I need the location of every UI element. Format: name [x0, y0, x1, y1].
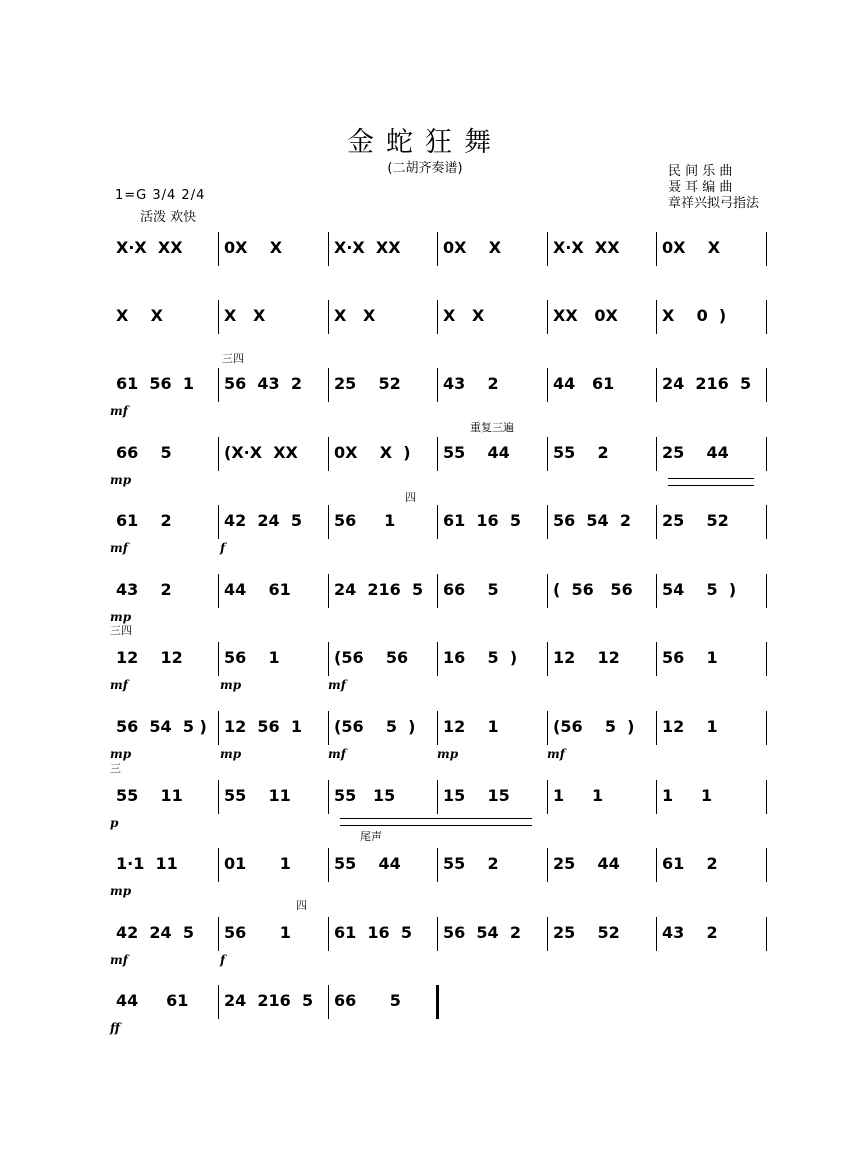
score-row — [110, 306, 770, 352]
measure-notes: 12 56 1 — [224, 717, 302, 736]
dynamic-marking: mf — [328, 747, 346, 761]
measure-notes: ( 56 56 — [553, 580, 633, 599]
measure — [334, 717, 415, 753]
measure-notes: 61 2 — [116, 511, 172, 530]
barline — [218, 505, 219, 539]
barline — [766, 437, 767, 471]
key-signature: 1=G 3/4 2/4 — [115, 188, 206, 203]
measure — [553, 923, 620, 959]
extension-line — [668, 478, 754, 486]
credit-line-1: 民 间 乐 曲 — [668, 164, 733, 179]
measure-notes: 61 16 5 — [443, 511, 521, 530]
barline — [437, 711, 438, 745]
measure — [334, 786, 395, 822]
measure-notes: (56 56 — [334, 648, 409, 667]
barline — [547, 300, 548, 334]
barline — [656, 917, 657, 951]
barline — [436, 985, 439, 1019]
measure — [553, 238, 620, 274]
page-subtitle: (二胡齐奏谱) — [387, 161, 463, 176]
measure — [443, 580, 499, 616]
score-row — [110, 624, 770, 694]
dynamic-marking: ff — [110, 1021, 120, 1035]
barline — [766, 300, 767, 334]
measure-notes: 56 1 — [224, 648, 280, 667]
barline — [218, 232, 219, 266]
score-row — [110, 717, 770, 763]
measure-notes: 12 12 — [116, 648, 183, 667]
barline — [547, 917, 548, 951]
measure-notes: 55 11 — [224, 786, 291, 805]
measure — [662, 648, 718, 684]
barline — [437, 642, 438, 676]
annotation: 三 — [110, 762, 121, 775]
measure — [553, 717, 634, 753]
measure-notes: 56 54 2 — [553, 511, 631, 530]
barline — [328, 300, 329, 334]
score-row — [110, 580, 770, 626]
dynamic-marking: mf — [110, 953, 128, 967]
barline — [656, 232, 657, 266]
barline — [218, 437, 219, 471]
measure-notes: 56 1 — [334, 511, 396, 530]
credit-line-2: 聂 耳 编 曲 — [668, 180, 733, 195]
barline — [437, 437, 438, 471]
barline — [656, 300, 657, 334]
annotation: 尾声 — [360, 830, 382, 843]
measure-notes: 44 61 — [553, 374, 615, 393]
dynamic-marking: mf — [110, 541, 128, 555]
score-row — [110, 899, 770, 969]
barline — [766, 917, 767, 951]
barline — [766, 780, 767, 814]
annotation: 四 — [296, 899, 307, 912]
measure — [116, 306, 163, 342]
barline — [547, 437, 548, 471]
measure-notes: 61 16 5 — [334, 923, 412, 942]
measure — [443, 374, 499, 410]
measure-notes: 12 1 — [443, 717, 499, 736]
measure — [662, 238, 720, 274]
measure — [443, 786, 510, 822]
barline — [218, 711, 219, 745]
measure-notes: X X — [443, 306, 485, 325]
score-row — [110, 991, 770, 1037]
score-row — [110, 352, 770, 420]
barline — [218, 848, 219, 882]
barline — [437, 917, 438, 951]
measure-notes: 55 44 — [443, 443, 510, 462]
barline — [218, 780, 219, 814]
measure-notes: 43 2 — [662, 923, 718, 942]
barline — [328, 917, 329, 951]
measure-notes: 56 54 5 ) — [116, 717, 207, 736]
measure — [224, 374, 302, 410]
dynamic-marking: mf — [110, 404, 128, 418]
measure-notes: 56 1 — [224, 923, 291, 942]
measure — [443, 511, 521, 547]
measure — [334, 374, 401, 410]
measure — [334, 580, 423, 616]
measure-notes: 25 52 — [553, 923, 620, 942]
barline — [328, 780, 329, 814]
measure — [443, 306, 484, 342]
barline — [656, 505, 657, 539]
measure — [553, 648, 620, 684]
measure — [662, 717, 718, 753]
measure-notes: X X — [224, 306, 266, 325]
dynamic-marking: mf — [547, 747, 565, 761]
barline — [547, 505, 548, 539]
barline — [218, 917, 219, 951]
measure — [443, 648, 517, 684]
measure-notes: 66 5 — [116, 443, 172, 462]
measure-notes: X·X XX — [334, 238, 401, 257]
barline — [437, 300, 438, 334]
barline — [656, 848, 657, 882]
barline — [328, 232, 329, 266]
measure — [334, 854, 401, 890]
tempo-marking: 活泼 欢快 — [140, 210, 197, 225]
measure — [334, 511, 395, 547]
measure-notes: 44 61 — [116, 991, 189, 1010]
measure-notes: 44 61 — [224, 580, 291, 599]
measure-notes: (56 5 ) — [334, 717, 416, 736]
barline — [437, 780, 438, 814]
measure-notes: 25 52 — [662, 511, 729, 530]
measure-notes: 0X X — [443, 238, 502, 257]
barline — [218, 642, 219, 676]
barline — [547, 232, 548, 266]
barline — [547, 848, 548, 882]
barline — [766, 574, 767, 608]
measure — [334, 443, 411, 479]
measure-notes: (X·X XX — [224, 443, 298, 462]
measure-notes: 61 56 1 — [116, 374, 194, 393]
barline — [328, 505, 329, 539]
measure-notes: 43 2 — [116, 580, 172, 599]
measure-notes: 66 5 — [443, 580, 499, 599]
measure — [224, 854, 291, 890]
measure-notes: 1 1 — [662, 786, 713, 805]
measure-notes: 54 5 ) — [662, 580, 737, 599]
measure — [224, 238, 282, 274]
dynamic-marking: mp — [110, 473, 132, 487]
measure — [334, 306, 375, 342]
measure-notes: 55 15 — [334, 786, 396, 805]
measure — [553, 854, 620, 890]
measure — [553, 511, 631, 547]
measure — [662, 443, 729, 479]
measure-notes: 43 2 — [443, 374, 499, 393]
measure — [224, 443, 298, 479]
dynamic-marking: mp — [220, 747, 242, 761]
measure-notes: XX 0X — [553, 306, 618, 325]
credit-line-3: 章祥兴拟弓指法 — [668, 196, 760, 211]
measure-notes: 1·1 11 — [116, 854, 178, 873]
dynamic-marking: mp — [110, 610, 132, 624]
barline — [328, 848, 329, 882]
barline — [766, 368, 767, 402]
annotation: 三四 — [110, 624, 132, 637]
measure — [443, 923, 521, 959]
barline — [218, 985, 219, 1019]
dynamic-marking: mp — [110, 747, 132, 761]
measure — [662, 511, 729, 547]
barline — [656, 642, 657, 676]
barline — [547, 711, 548, 745]
measure — [334, 238, 401, 274]
measure-notes: 25 44 — [553, 854, 620, 873]
barline — [766, 848, 767, 882]
score-row — [110, 491, 770, 557]
measure-notes: 0X X — [662, 238, 721, 257]
measure-notes: 42 24 5 — [224, 511, 302, 530]
measure-notes: 55 2 — [443, 854, 499, 873]
barline — [328, 711, 329, 745]
measure-notes: 61 2 — [662, 854, 718, 873]
measure — [116, 991, 188, 1027]
measure — [662, 306, 726, 342]
measure — [662, 374, 751, 410]
measure-notes: 55 44 — [334, 854, 401, 873]
measure-notes: 0X X — [224, 238, 283, 257]
measure — [553, 374, 614, 410]
barline — [656, 437, 657, 471]
measure — [662, 786, 712, 822]
measure — [116, 786, 183, 822]
barline — [328, 574, 329, 608]
barline — [656, 574, 657, 608]
barline — [766, 232, 767, 266]
barline — [656, 780, 657, 814]
barline — [328, 437, 329, 471]
barline — [437, 505, 438, 539]
measure-notes: 24 216 5 — [334, 580, 424, 599]
barline — [547, 642, 548, 676]
measure-notes: 01 1 — [224, 854, 291, 873]
measure — [443, 238, 501, 274]
measure-notes: 66 5 — [334, 991, 401, 1010]
measure — [224, 580, 291, 616]
dynamic-marking: mp — [110, 884, 132, 898]
score-row — [110, 830, 770, 900]
barline — [328, 368, 329, 402]
measure — [553, 786, 603, 822]
measure — [334, 991, 401, 1027]
measure-notes: 25 44 — [662, 443, 729, 462]
barline — [766, 642, 767, 676]
measure — [224, 923, 291, 959]
measure-notes: 15 15 — [443, 786, 510, 805]
measure — [443, 854, 499, 890]
measure-notes: X 0 ) — [662, 306, 727, 325]
barline — [437, 574, 438, 608]
score-row — [110, 238, 770, 284]
barline — [218, 368, 219, 402]
barline — [766, 505, 767, 539]
annotation: 重复三遍 — [470, 421, 514, 434]
barline — [547, 368, 548, 402]
barline — [766, 711, 767, 745]
dynamic-marking: mp — [437, 747, 459, 761]
barline — [437, 848, 438, 882]
measure-notes: 12 12 — [553, 648, 620, 667]
measure-notes: 55 11 — [116, 786, 183, 805]
dynamic-marking: p — [110, 816, 119, 830]
measure-notes: X·X XX — [553, 238, 620, 257]
measure-notes: 56 43 2 — [224, 374, 302, 393]
measure-notes: 25 52 — [334, 374, 401, 393]
dynamic-marking: f — [220, 541, 226, 555]
dynamic-marking: mp — [220, 678, 242, 692]
annotation: 四 — [405, 491, 416, 504]
measure — [553, 580, 633, 616]
barline — [437, 368, 438, 402]
measure — [224, 991, 313, 1027]
dynamic-marking: mf — [110, 678, 128, 692]
measure-notes: 56 54 2 — [443, 923, 521, 942]
measure — [662, 854, 718, 890]
barline — [328, 642, 329, 676]
measure-notes: X·X XX — [116, 238, 183, 257]
dynamic-marking: f — [220, 953, 226, 967]
measure — [553, 306, 618, 342]
barline — [328, 985, 329, 1019]
measure — [662, 923, 718, 959]
barline — [218, 574, 219, 608]
measure-notes: 24 216 5 — [224, 991, 314, 1010]
measure-notes: 0X X ) — [334, 443, 411, 462]
measure-notes: X X — [116, 306, 163, 325]
barline — [547, 574, 548, 608]
measure-notes: 16 5 ) — [443, 648, 518, 667]
measure — [116, 238, 183, 274]
measure-notes: 12 1 — [662, 717, 718, 736]
barline — [437, 232, 438, 266]
measure — [334, 923, 412, 959]
measure-notes: 42 24 5 — [116, 923, 194, 942]
measure-notes: 1 1 — [553, 786, 604, 805]
measure — [224, 306, 265, 342]
measure — [224, 786, 291, 822]
barline — [656, 711, 657, 745]
measure — [224, 511, 302, 547]
measure-notes: 55 2 — [553, 443, 609, 462]
annotation: 三四 — [222, 352, 244, 365]
measure — [553, 443, 609, 479]
dynamic-marking: mf — [328, 678, 346, 692]
page-title: 金蛇狂舞 — [347, 127, 503, 158]
barline — [547, 780, 548, 814]
measure-notes: 56 1 — [662, 648, 718, 667]
measure — [662, 580, 736, 616]
measure — [443, 443, 510, 479]
measure-notes: (56 5 ) — [553, 717, 635, 736]
measure-notes: 24 216 5 — [662, 374, 752, 393]
barline — [656, 368, 657, 402]
measure-notes: X X — [334, 306, 376, 325]
extension-line — [340, 818, 532, 826]
barline — [218, 300, 219, 334]
